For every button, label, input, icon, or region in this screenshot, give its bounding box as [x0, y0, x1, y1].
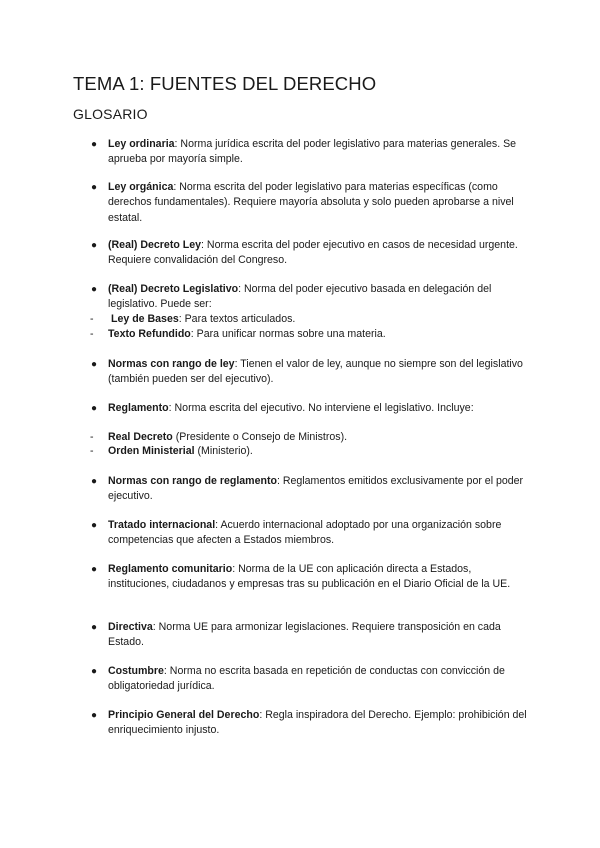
- entry-definition: : Norma escrita del poder legislativo para materias específicas (como derechos fundamentales). Requiere mayoría absoluta y solo pueden aprobarse a nivel estatal.: [108, 181, 514, 224]
- glossary-entry: [91, 562, 528, 593]
- entry-definition: : Norma de la UE con aplicación directa a Estados, instituciones, ciudadanos y empresas tras su publicación en el Diario Oficial de la UE.: [108, 563, 511, 591]
- bullet-icon: ●: [91, 182, 98, 193]
- entry-definition: : Norma UE para armonizar legislaciones. Requiere transposición en cada Estado.: [108, 621, 501, 649]
- glossary-entry: [91, 620, 528, 651]
- entry-term: Normas con rango de ley: [108, 358, 235, 370]
- sub-item-term: Texto Refundido: [108, 328, 191, 340]
- sub-item-definition: : Para textos articulados.: [178, 313, 296, 325]
- dash-marker: -: [90, 328, 94, 340]
- bullet-icon: ●: [91, 476, 98, 487]
- bullet-icon: ●: [91, 710, 98, 721]
- bullet-icon: ●: [91, 564, 98, 575]
- sub-item-definition: : Para unificar normas sobre una materia.: [190, 328, 386, 340]
- entry-term: (Real) Decreto Legislativo: [108, 283, 239, 295]
- glossary-entry: [91, 180, 528, 226]
- sub-item-term: Ley de Bases: [111, 313, 179, 325]
- entry-definition: : Norma escrita del poder ejecutivo en casos de necesidad urgente. Requiere convalidación del Congreso.: [108, 239, 518, 267]
- glossary-entry: [91, 518, 528, 549]
- entry-term: Principio General del Derecho: [108, 709, 260, 721]
- bullet-icon: ●: [91, 139, 98, 150]
- glossary-entry: [91, 238, 528, 269]
- bullet-icon: ●: [91, 622, 98, 633]
- bullet-icon: ●: [91, 284, 98, 295]
- page-title: TEMA 1: FUENTES DEL DERECHO: [73, 73, 377, 94]
- entry-term: Ley ordinaria: [108, 138, 175, 150]
- sub-item-term: Real Decreto: [108, 431, 173, 443]
- sub-item-term: Orden Ministerial: [108, 445, 195, 457]
- entry-term: Directiva: [108, 621, 153, 633]
- entry-definition: : Regla inspiradora del Derecho. Ejemplo: prohibición del enriquecimiento injusto.: [108, 709, 527, 737]
- entry-term: Reglamento comunitario: [108, 563, 233, 575]
- sub-item: [90, 430, 528, 445]
- entry-definition: : Tienen el valor de ley, aunque no siempre son del legislativo (también pueden ser del ejecutivo).: [108, 358, 523, 386]
- dash-marker: -: [90, 431, 94, 443]
- glossary-entry: [91, 401, 528, 416]
- entry-term: (Real) Decreto Ley: [108, 239, 202, 251]
- entry-term: Ley orgánica: [108, 181, 174, 193]
- entry-definition: : Acuerdo internacional adoptado por una organización sobre competencias que afecten a Estados miembros.: [108, 519, 502, 547]
- glossary-entry: [91, 664, 528, 695]
- sub-item-definition: (Ministerio).: [194, 445, 253, 457]
- glossary-entry: [91, 282, 528, 313]
- bullet-icon: ●: [91, 240, 98, 251]
- entry-term: Normas con rango de reglamento: [108, 475, 277, 487]
- section-heading: GLOSARIO: [73, 106, 148, 122]
- entry-definition: : Norma jurídica escrita del poder legislativo para materias generales. Se aprueba por mayoría simple.: [108, 138, 517, 166]
- dash-marker: -: [90, 313, 94, 325]
- glossary-entry: [91, 137, 528, 168]
- sub-item: [90, 444, 528, 459]
- bullet-icon: ●: [91, 403, 98, 414]
- sub-item: [90, 327, 528, 342]
- sub-item-definition: (Presidente o Consejo de Ministros).: [172, 431, 348, 443]
- glossary-entry: [91, 357, 528, 388]
- entry-definition: : Norma del poder ejecutivo basada en delegación del legislativo. Puede ser:: [108, 283, 492, 311]
- glossary-entry: [91, 708, 528, 739]
- bullet-icon: ●: [91, 666, 98, 677]
- entry-definition: : Norma no escrita basada en repetición de conductas con convicción de obligatoriedad jurídica.: [108, 665, 505, 693]
- entry-term: Tratado internacional: [108, 519, 216, 531]
- sub-item: [90, 312, 531, 327]
- glossary-entry: [91, 474, 528, 505]
- dash-marker: -: [90, 445, 94, 457]
- bullet-icon: ●: [91, 359, 98, 370]
- entry-definition: : Norma escrita del ejecutivo. No interviene el legislativo. Incluye:: [168, 402, 474, 414]
- bullet-icon: ●: [91, 520, 98, 531]
- entry-definition: : Reglamentos emitidos exclusivamente por el poder ejecutivo.: [108, 475, 524, 503]
- entry-term: Reglamento: [108, 402, 169, 414]
- entry-term: Costumbre: [108, 665, 164, 677]
